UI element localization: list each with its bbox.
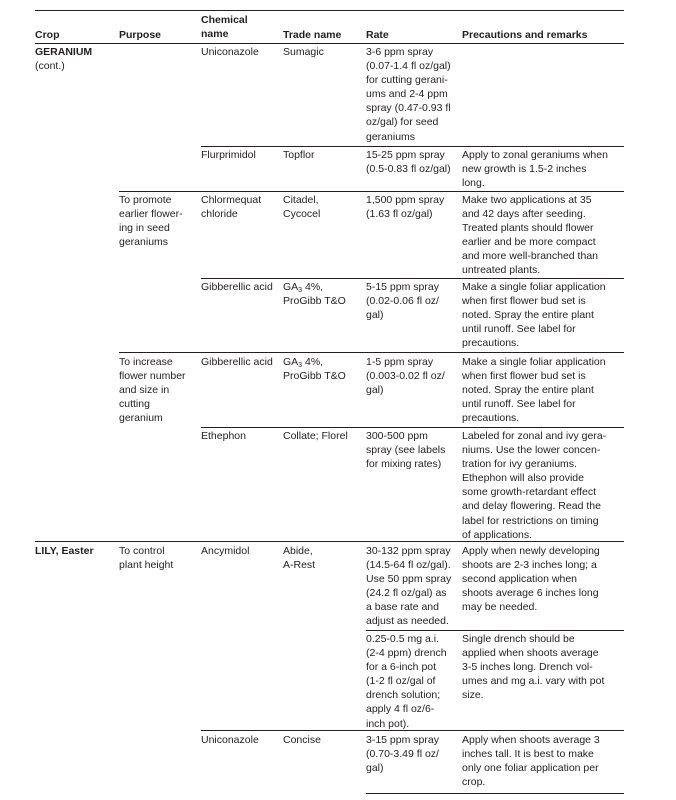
row-rule (201, 730, 624, 731)
purpose-cell: To control plant height (119, 545, 174, 572)
trade-cell (283, 355, 346, 383)
header-rate: Rate (366, 29, 389, 41)
trade-prefix: GA (283, 356, 299, 368)
row-rule (119, 352, 624, 353)
crop-geranium: GERANIUM (35, 46, 93, 58)
remarks-cell: Apply to zonal geraniums when new growth is 1.5-2 inches long. (462, 149, 608, 190)
table-top-rule (35, 10, 624, 11)
trade-suffix: 4%, (302, 281, 324, 293)
remarks-cell: Apply when shoots average 3 inches tall. It is best to make only one foliar application per crop. (462, 734, 600, 789)
purpose-cell: To promote earlier flower- ing in seed geraniums (119, 194, 183, 249)
rate-cell: 5-15 ppm spray (0.02-0.06 fl oz/ gal) (366, 281, 439, 322)
row-rule (366, 793, 624, 794)
rate-cell: 1,500 ppm spray (1.63 fl oz/gal) (366, 194, 445, 221)
purpose-cell: To increase flower number and size in cutting geranium (119, 356, 186, 425)
remarks-cell: Make a single foliar application when first flower bud set is noted. Spray the entire plant until runoff. See label for precautions. (462, 356, 606, 425)
header-chemical-name: Chemical name (201, 14, 248, 40)
header-crop: Crop (35, 29, 60, 41)
chemical-cell: Gibberellic acid (201, 281, 273, 293)
row-rule (201, 278, 624, 279)
trade-prefix: GA (283, 281, 299, 293)
row-rule (35, 541, 624, 542)
trade-cell: Concise (283, 734, 321, 746)
chemical-cell: Chlormequat chloride (201, 194, 262, 221)
chemical-cell: Gibberellic acid (201, 356, 273, 368)
trade-cell: Topflor (283, 149, 315, 161)
rate-cell: 3-6 ppm spray (0.07-1.4 fl oz/gal) for cutting gerani- ums and 2-4 ppm spray (0.47-0.93 fl oz/gal) for seed geraniums (366, 46, 451, 143)
remarks-cell: Make a single foliar application when first flower bud set is noted. Spray the entire plant until runoff. See label for precautions. (462, 281, 606, 350)
chemical-cell: Ethephon (201, 430, 246, 442)
trade-cell: Citadel, Cycocel (283, 194, 321, 221)
rate-cell: 15-25 ppm spray (0.5-0.83 fl oz/gal) (366, 149, 451, 176)
crop-lily-easter: LILY, Easter (35, 545, 94, 557)
trade-cell: Sumagic (283, 46, 324, 58)
row-rule (366, 630, 624, 631)
trade-suffix: 4%, (302, 356, 324, 368)
header-purpose: Purpose (119, 29, 162, 41)
rate-cell: 300-500 ppm spray (see labels for mixing rates) (366, 430, 446, 471)
remarks-cell: Labeled for zonal and ivy gera- niums. Use the lower concen- tration for ivy geraniums. Ethephon will also provide some growth-retardant effect and delay flowering. Read the label for restrictions on timing of applications. (462, 430, 607, 541)
header-trade-name: Trade name (283, 29, 342, 41)
chemical-cell: Uniconazole (201, 734, 259, 746)
chemical-cell: Ancymidol (201, 545, 250, 557)
trade-cell (283, 280, 346, 308)
row-rule (201, 427, 624, 428)
chemical-cell: Flurprimidol (201, 149, 256, 161)
trade-cell: Abide, A-Rest (283, 545, 316, 572)
crop-geranium-note: (cont.) (35, 60, 65, 72)
trade-subscript: 3 (298, 287, 303, 294)
row-rule (201, 146, 624, 147)
row-rule (119, 191, 624, 192)
remarks-cell: Apply when newly developing shoots are 2-3 inches long; a second application when shoots average 6 inches long may be needed. (462, 545, 600, 614)
trade-cell: Collate; Florel (283, 430, 348, 442)
header-precautions: Precautions and remarks (462, 29, 588, 41)
rate-cell: 3-15 ppm spray (0.70-3.49 fl oz/ gal) (366, 734, 439, 775)
header-bottom-rule (35, 43, 624, 44)
trade-line2: ProGibb T&O (283, 295, 346, 308)
rate-cell: 1-5 ppm spray (0.003-0.02 fl oz/ gal) (366, 356, 445, 397)
rate-cell: 30-132 ppm spray (14.5-64 fl oz/gal). Use 50 ppm spray (24.2 fl oz/gal) as a base rate and adjust as needed. (366, 545, 452, 628)
chemical-cell: Uniconazole (201, 46, 259, 58)
remarks-cell: Make two applications at 35 and 42 days after seeding. Treated plants should flower earlier and be more compact and more well-branched than untreated plants. (462, 194, 598, 277)
remarks-cell: Single drench should be applied when shoots average 3-5 inches long. Drench vol- umes and mg a.i. vary with pot size. (462, 633, 605, 702)
rate-cell: 0.25-0.5 mg a.i. (2-4 ppm) drench for a 6-inch pot (1-2 fl oz/gal of drench solution; apply 4 fl oz/6- inch pot). (366, 633, 447, 730)
trade-subscript: 3 (298, 362, 303, 369)
trade-line2: ProGibb T&O (283, 370, 346, 383)
